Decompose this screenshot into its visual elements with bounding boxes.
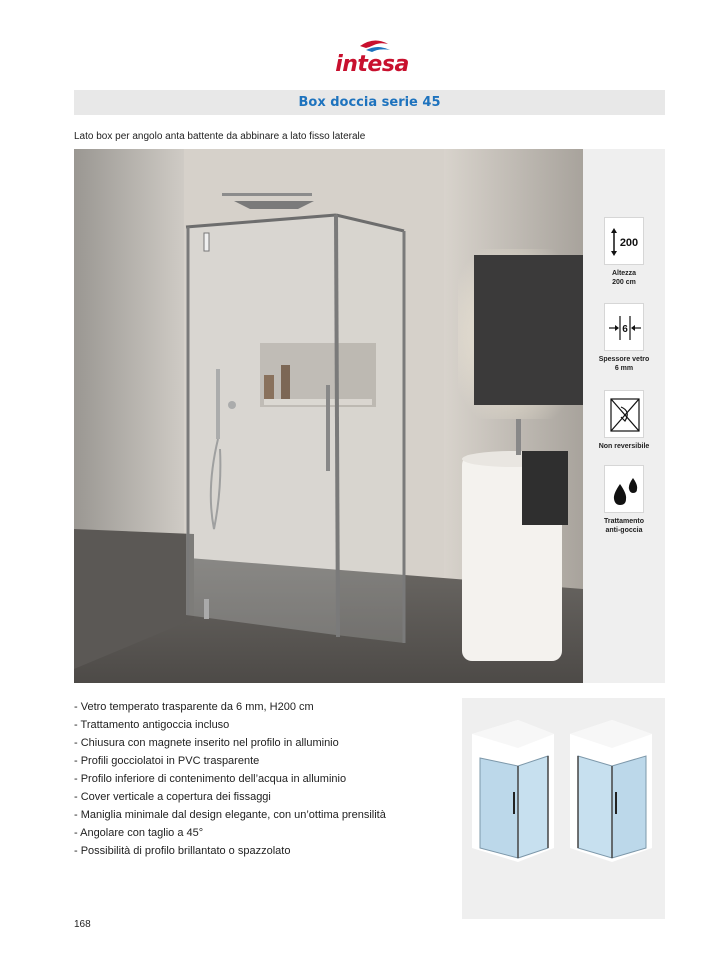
non-reversible-icon (604, 390, 644, 438)
brand-name: intesa (335, 52, 409, 77)
brand-logo (330, 36, 414, 80)
glass-thickness-value: 6 (622, 324, 628, 335)
list-item: - Profilo inferiore di contenimento dell’acqua in alluminio (74, 773, 347, 785)
list-item: - Profili gocciolatoi in PVC trasparente (74, 755, 260, 767)
feature-anti-drop (583, 465, 665, 535)
drops-icon (604, 465, 644, 513)
page-subtitle: Lato box per angolo anta battente da abbinare a lato fisso laterale (74, 131, 366, 142)
feature-glass-thickness-label: Spessore vetro 6 mm (598, 356, 650, 372)
page-title: Box doccia serie 45 (298, 95, 441, 110)
title-bar (74, 90, 665, 115)
feature-anti-drop-label: Trattamento anti-goccia (603, 518, 645, 534)
list-item: - Trattamento antigoccia incluso (74, 719, 230, 731)
feature-height-label: Altezza 200 cm (611, 270, 637, 286)
height-icon (604, 217, 644, 265)
diagram-right-config (570, 720, 652, 862)
list-item: - Possibilità di profilo brillantato o spazzolato (74, 845, 291, 857)
list-item: - Vetro temperato trasparente da 6 mm, H200 cm (74, 701, 314, 713)
feature-glass-thickness (583, 303, 665, 373)
list-item: - Angolare con taglio a 45° (74, 827, 204, 839)
height-value: 200 (619, 237, 639, 249)
list-item: - Cover verticale a copertura dei fissaggi (74, 791, 271, 803)
glass-thickness-icon (604, 303, 644, 351)
page-number: 168 (74, 919, 91, 930)
feature-height (583, 217, 665, 287)
feature-non-reversible (583, 390, 665, 451)
product-photo (74, 149, 583, 683)
list-item: - Chiusura con magnete inserito nel profilo in alluminio (74, 737, 339, 749)
feature-non-reversible-label: Non reversibile (598, 443, 650, 450)
feature-panel (583, 149, 665, 683)
diagram-left-config (472, 720, 554, 862)
list-item: - Maniglia minimale dal design elegante, con un’ottima prensilità (74, 809, 386, 821)
configuration-diagrams (462, 698, 665, 919)
spec-list (74, 698, 454, 860)
